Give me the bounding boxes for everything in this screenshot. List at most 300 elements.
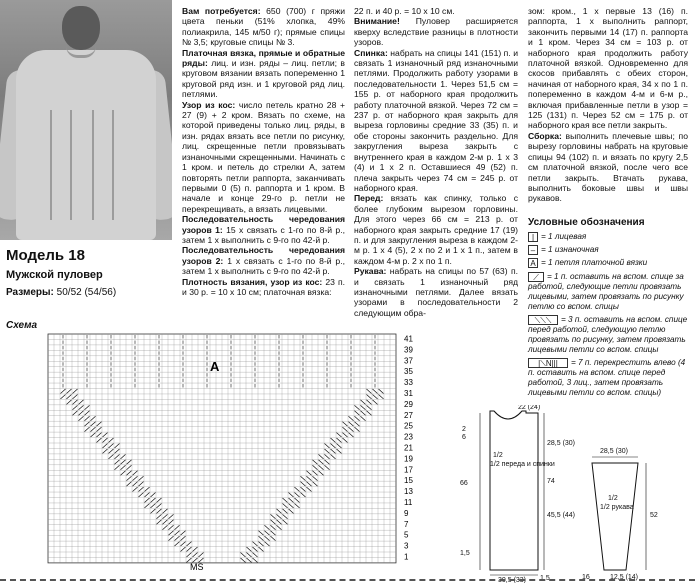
chart-stitch-mark [175, 536, 180, 540]
chart-stitch-mark [367, 400, 372, 404]
chart-stitch-mark [247, 553, 252, 557]
chart-stitch-mark [277, 509, 282, 513]
chart-stitch-mark [349, 433, 354, 437]
chart-stitch-mark [145, 493, 150, 497]
legend-symbol: A [528, 258, 538, 268]
legend-text: = 1 изнаночная [541, 245, 599, 255]
chart-stitch-mark [121, 471, 126, 475]
instruction-text: Пуловер расширяется кверху вследствие разницы в плотности узоров. [354, 16, 518, 48]
photo-sweater [16, 50, 156, 240]
instruction-paragraph [182, 6, 345, 48]
chart-stitch-mark [331, 454, 336, 458]
chart-stitch-mark [379, 389, 384, 393]
chart-stitch-mark [349, 422, 354, 426]
instruction-heading: Узор из кос: [182, 99, 236, 110]
chart-stitch-mark [79, 405, 84, 409]
photo-cable [112, 110, 114, 220]
instruction-heading: Платочная вязка, прямые и обратные ряды: [182, 47, 345, 69]
chart-stitch-mark [193, 547, 198, 551]
chart-stitch-mark [115, 454, 120, 458]
chart-stitch-mark [313, 482, 318, 486]
chart-row-number: 21 [404, 443, 413, 453]
model-photo [0, 0, 172, 240]
instruction-text: 23 п. и 30 р. = 10 х 10 см; платочная вязка: [182, 276, 345, 297]
instruction-paragraph [528, 131, 688, 204]
chart-stitch-mark [169, 536, 174, 540]
chart-stitch-mark [157, 514, 162, 518]
chart-stitch-mark [193, 553, 198, 557]
chart-stitch-mark [97, 438, 102, 442]
body-total: 66 [460, 480, 468, 487]
chart-stitch-mark [343, 433, 348, 437]
chart-row-number: 33 [404, 378, 413, 388]
chart-stitch-mark [139, 487, 144, 491]
chart-stitch-mark [79, 411, 84, 415]
chart-stitch-mark [241, 558, 246, 562]
chart-stitch-mark [283, 514, 288, 518]
chart-stitch-mark [325, 454, 330, 458]
sleeve-label-line1: 1/2 [608, 495, 618, 502]
chart-stitch-mark [97, 427, 102, 431]
chart-row-number: 11 [404, 497, 413, 507]
chart-row-number: 5 [404, 530, 409, 540]
chart-stitch-mark [133, 476, 138, 480]
chart-stitch-mark [355, 416, 360, 420]
chart-row-number: 13 [404, 487, 413, 497]
chart-stitch-mark [319, 471, 324, 475]
chart-stitch-mark [319, 465, 324, 469]
chart-stitch-mark [73, 389, 78, 393]
chart-stitch-mark [169, 525, 174, 529]
chart-stitch-mark [115, 444, 120, 448]
chart-stitch-mark [133, 482, 138, 486]
legend-symbol: – [528, 245, 538, 255]
chart-stitch-mark [343, 427, 348, 431]
chart-stitch-mark [163, 525, 168, 529]
instruction-text: 650 (700) г пряжи цвета пеньки (51% хлопка, 49% полиакрила, 145 м/50 г); прямые спицы № 3,5; круговые спицы № 3. [182, 6, 345, 48]
chart-row-number: 25 [404, 421, 413, 431]
sleeve-bottom: 12,5 (14) [610, 574, 639, 581]
chart-stitch-mark [115, 460, 120, 464]
chart-stitch-mark [259, 542, 264, 546]
chart-stitch-mark [157, 503, 162, 507]
body-h-bot: 45,5 (44) [547, 512, 576, 519]
chart-stitch-mark [277, 525, 282, 529]
chart-stitch-mark [247, 558, 252, 562]
chart-stitch-mark [325, 449, 330, 453]
model-subtitle: Мужской пуловер [6, 269, 103, 281]
chart-stitch-mark [289, 493, 294, 497]
legend-item [528, 358, 690, 398]
legend-text: = 1 петля платочной вязки [541, 258, 648, 268]
chart-row-number: 31 [404, 388, 413, 398]
chart-stitch-mark [181, 536, 186, 540]
chart-stitch-mark [283, 509, 288, 513]
model-title: Модель 18 [6, 247, 85, 264]
chart-stitch-mark [121, 454, 126, 458]
chart-stitch-mark [163, 514, 168, 518]
chart-stitch-mark [259, 547, 264, 551]
chart-stitch-mark [331, 438, 336, 442]
chart-stitch-mark [361, 416, 366, 420]
chart-stitch-mark [325, 444, 330, 448]
body-hem: 1,5 [540, 575, 550, 582]
chart-stitch-mark [295, 493, 300, 497]
chart-stitch-mark [115, 449, 120, 453]
chart-row-number: 9 [404, 508, 409, 518]
chart-stitch-mark [127, 482, 132, 486]
model-sizes [6, 287, 116, 298]
garment-schematic [460, 405, 695, 583]
chart-stitch-mark [163, 520, 168, 524]
instruction-paragraph [528, 6, 688, 131]
chart-stitch-mark [295, 498, 300, 502]
instruction-text: зом: кром., 1 х первые 13 (16) п. раппорта, 1 х выполнить раппорт, закончить первыми 14 (17) п. раппорта и 1 кром. Через 34 см = 103 р. от наборного края продолжить работу платочной вязкой. Одновременно для скосов прибавлять с обеих сторон, начиная от наборного края, 34 х по 1 п. попеременно в каждом 4-м и 6-м р., включая прибавленные петли в узор = 125 (131) п. Через 52 см = 175 р. от наборного края все петли закрыть. [528, 6, 688, 131]
chart-stitch-mark [163, 509, 168, 513]
chart-stitch-mark [121, 460, 126, 464]
chart-stitch-mark [79, 416, 84, 420]
chart-row-number: 1 [404, 552, 409, 562]
chart-stitch-mark [301, 487, 306, 491]
legend-symbol: ⟋ [528, 272, 544, 282]
instruction-heading: Плотность вязания, узор из кос: [182, 276, 323, 287]
chart-stitch-mark [361, 400, 366, 404]
instruction-paragraph [182, 277, 345, 298]
body-label: 1/2 переда и спинки [490, 461, 555, 468]
chart-stitch-mark [103, 438, 108, 442]
chart-stitch-mark [247, 547, 252, 551]
chart-stitch-mark [349, 427, 354, 431]
chart-stitch-mark [85, 422, 90, 426]
chart-stitch-mark [151, 498, 156, 502]
instructions-column-3 [528, 6, 688, 204]
sleeve-left: 16 [582, 574, 590, 581]
chart-stitch-mark [121, 465, 126, 469]
instruction-heading: Вам потребуется: [182, 6, 261, 16]
instruction-paragraph [182, 100, 345, 214]
legend [528, 218, 690, 401]
legend-symbol: | [528, 232, 538, 242]
chart-stitch-mark [373, 389, 378, 393]
chart-stitch-mark [271, 520, 276, 524]
legend-title: Условные обозначения [528, 217, 645, 228]
chart-row-number: 41 [404, 334, 413, 344]
photo-cable [92, 110, 94, 220]
body-hem2: 1,5 [460, 550, 470, 557]
chart-stitch-mark [301, 482, 306, 486]
chart-stitch-mark [319, 454, 324, 458]
chart-stitch-mark [127, 471, 132, 475]
chart-row-number: 7 [404, 519, 409, 529]
chart-stitch-mark [253, 558, 258, 562]
legend-text: = 1 п. оставить на вспом. спице за работой, следующие петли провязать лицевыми, затем провязать по рисунку петлю со вспом. спицы [528, 271, 684, 311]
body-neck-d1: 2 [462, 426, 466, 433]
chart-stitch-mark [67, 389, 72, 393]
chart-stitch-mark [355, 405, 360, 409]
chart-stitch-mark [151, 503, 156, 507]
chart-stitch-mark [343, 422, 348, 426]
chart-stitch-mark [139, 493, 144, 497]
legend-text: = 1 лицевая [541, 232, 587, 242]
chart-stitch-mark [175, 542, 180, 546]
chart-row-number: 29 [404, 399, 413, 409]
chart-letter-a: A [210, 359, 220, 374]
chart-stitch-mark [169, 531, 174, 535]
instruction-text: 22 п. и 40 р. = 10 х 10 см. [354, 6, 455, 16]
chart-stitch-mark [181, 547, 186, 551]
photo-cable [70, 110, 72, 220]
chart-stitch-mark [313, 460, 318, 464]
chart-stitch-mark [241, 553, 246, 557]
instruction-text: набрать на спицы по 57 (63) п. и связать 1 изнаночный ряд изнаночными петлями. Далее вязать узорами в последовательности 2 следующим обра- [354, 266, 518, 318]
chart-stitch-mark [97, 433, 102, 437]
sizes-label: Размеры: [6, 287, 54, 298]
chart-stitch-mark [73, 394, 78, 398]
chart-stitch-mark [337, 449, 342, 453]
chart-row-number: 23 [404, 432, 413, 442]
instruction-text: лиц. и изн. ряды – лиц. петли; в круговом вязании вязать попеременно 1 круговой ряд изн. и 1 круговой ряд лиц. петлями. [182, 58, 345, 100]
chart-stitch-mark [307, 482, 312, 486]
chart-stitch-mark [313, 476, 318, 480]
chart-stitch-mark [301, 493, 306, 497]
chart-stitch-mark [259, 536, 264, 540]
chart-stitch-mark [85, 411, 90, 415]
chart-stitch-mark [145, 503, 150, 507]
chart-stitch-mark [313, 465, 318, 469]
body-h-top: 28,5 (30) [547, 440, 576, 447]
chart-stitch-mark [151, 509, 156, 513]
chart-stitch-mark [85, 427, 90, 431]
chart-stitch-mark [67, 400, 72, 404]
legend-symbol: ⟍⟍⟍ [528, 315, 558, 325]
instruction-heading: Последовательность чередования узоров 1: [182, 214, 345, 235]
chart-row-number: 3 [404, 541, 409, 551]
chart-stitch-mark [115, 465, 120, 469]
chart-stitch-mark [367, 411, 372, 415]
body-total2: 74 [547, 478, 555, 485]
chart-stitch-mark [277, 520, 282, 524]
instruction-paragraph [182, 245, 345, 276]
chart-stitch-mark [169, 514, 174, 518]
chart-stitch-mark [331, 449, 336, 453]
chart-stitch-mark [337, 444, 342, 448]
chart-stitch-mark [271, 536, 276, 540]
chart-stitch-mark [109, 444, 114, 448]
chart-stitch-mark [73, 400, 78, 404]
chart-stitch-mark [283, 520, 288, 524]
chart-row-number: 15 [404, 476, 413, 486]
chart-stitch-mark [139, 476, 144, 480]
chart-stitch-mark [283, 498, 288, 502]
chart-stitch-mark [103, 433, 108, 437]
chart-ms-label: MS [190, 562, 204, 572]
chart-stitch-mark [253, 547, 258, 551]
instruction-text: выполнить плечевые швы; по вырезу горловины набрать на круговые спицы 94 (102) п. и вязать по кругу 2,5 см платочной вязкой, после чего все петли закрыть. Втачать рукава, выполнить боковые швы и швы рукавов. [528, 130, 688, 204]
legend-text: = 7 п. перекрестить влево (4 п. оставить на вспом. спице перед работой, 3 лиц., затем провязать лицевыми петли со вспом. спицы) [528, 358, 686, 398]
instruction-paragraph [182, 214, 345, 245]
instruction-paragraph [182, 48, 345, 100]
body-neck-d2: 6 [462, 434, 466, 441]
chart-stitch-mark [85, 416, 90, 420]
chart-stitch-mark [367, 394, 372, 398]
chart-stitch-mark [103, 444, 108, 448]
chart-stitch-mark [361, 411, 366, 415]
chart-stitch-mark [289, 503, 294, 507]
chart-row-number: 39 [404, 345, 413, 355]
chart-stitch-mark [307, 487, 312, 491]
instructions-column-2 [354, 6, 518, 318]
chart-stitch-mark [367, 405, 372, 409]
sleeve-label: 1/2 рукава [600, 504, 634, 511]
knitting-chart [10, 326, 422, 576]
chart-stitch-mark [157, 520, 162, 524]
chart-stitch-mark [85, 405, 90, 409]
sleeve-outline [592, 463, 638, 570]
chart-stitch-mark [181, 531, 186, 535]
chart-stitch-mark [307, 476, 312, 480]
chart-stitch-mark [91, 433, 96, 437]
sleeve-height: 52 [650, 512, 658, 519]
legend-item [528, 315, 690, 355]
sleeve-top: 28,5 (30) [600, 448, 629, 455]
instruction-paragraph [354, 48, 518, 194]
chart-stitch-mark [91, 416, 96, 420]
chart-stitch-mark [127, 460, 132, 464]
chart-stitch-mark [127, 476, 132, 480]
chart-stitch-mark [271, 525, 276, 529]
instruction-paragraph [354, 266, 518, 318]
chart-stitch-mark [265, 531, 270, 535]
chart-stitch-mark [187, 547, 192, 551]
chart-stitch-mark [325, 465, 330, 469]
chart-stitch-mark [337, 438, 342, 442]
chart-stitch-mark [157, 498, 162, 502]
chart-row-number: 35 [404, 367, 413, 377]
chart-stitch-mark [373, 394, 378, 398]
chart-grid [48, 334, 396, 563]
chart-stitch-mark [109, 438, 114, 442]
chart-stitch-mark [313, 471, 318, 475]
chart-stitch-mark [109, 449, 114, 453]
chart-stitch-mark [283, 503, 288, 507]
legend-item [528, 245, 690, 255]
chart-stitch-mark [265, 542, 270, 546]
chart-stitch-mark [325, 460, 330, 464]
legend-items [528, 232, 690, 398]
chart-stitch-mark [331, 444, 336, 448]
chart-stitch-mark [169, 520, 174, 524]
chart-stitch-mark [175, 525, 180, 529]
chart-stitch-mark [175, 531, 180, 535]
chart-stitch-mark [157, 509, 162, 513]
chart-stitch-mark [61, 389, 66, 393]
chart-stitch-mark [253, 542, 258, 546]
chart-stitch-mark [73, 405, 78, 409]
chart-stitch-mark [355, 411, 360, 415]
chart-stitch-mark [337, 433, 342, 437]
sizes-value: 50/52 (54/56) [56, 287, 117, 298]
body-outline [490, 411, 538, 570]
chart-stitch-mark [181, 542, 186, 546]
legend-text: = 3 п. оставить на вспом. спице перед работой, следующую петлю провязать по рисунку, затем провязать лицевыми петли со вспом. спицы [528, 314, 688, 354]
instruction-heading: Сборка: [528, 130, 562, 141]
chart-stitch-mark [265, 525, 270, 529]
photo-cable [50, 110, 52, 220]
chart-stitch-mark [349, 416, 354, 420]
body-neck-w: 22 (24) [518, 405, 541, 411]
chart-stitch-mark [133, 471, 138, 475]
legend-item [528, 258, 690, 268]
chart-row-number: 27 [404, 410, 413, 420]
chart-stitch-mark [67, 394, 72, 398]
chart-row-number: 37 [404, 356, 413, 366]
chart-stitch-mark [145, 487, 150, 491]
chart-stitch-mark [139, 482, 144, 486]
instruction-paragraph [354, 16, 518, 47]
chart-stitch-mark [271, 514, 276, 518]
chart-stitch-mark [97, 422, 102, 426]
instruction-heading: Рукава: [354, 266, 387, 277]
chart-stitch-mark [127, 465, 132, 469]
chart-stitch-mark [319, 460, 324, 464]
instruction-heading: Последовательность чередования узоров 2: [182, 245, 345, 266]
chart-stitch-mark [79, 400, 84, 404]
instruction-text: число петель кратно 28 + 27 (9) + 2 кром. Вязать по схеме, на которой приведены только лиц. ряды, в изн. рядах вязать все петли по рисунку, лиц. скрещенные петли провязывать изнаночными скрещенными. Начинать с 1 кром. и петель до стрелки А, затем повторять петли раппорта, заканчивать первыми 0 (5) п. раппорта и 1 кром. В начале и конце 29-го р. петли не перекрещивать, а вязать лицевыми. [182, 99, 345, 214]
chart-stitch-mark [379, 394, 384, 398]
chart-stitch-mark [289, 498, 294, 502]
body-label-line1: 1/2 [493, 452, 503, 459]
chart-stitch-mark [301, 476, 306, 480]
instruction-heading: Спинка: [354, 47, 388, 58]
instructions-column-1 [182, 6, 345, 297]
chart-stitch-mark [307, 471, 312, 475]
instruction-text: вязать как спинку, только с более глубоким вырезом горловины. Для этого через 66 см = 213 р. от наборного края закрыть средние 17 (19) п. и для закругления выреза в каждом 2-м р. 1 х 4 (5), 2 х по 2 и 1 х 1 п., затем в каждом 4-м р. 2 х по 1 п. [354, 193, 518, 266]
chart-stitch-mark [271, 531, 276, 535]
chart-stitch-mark [103, 449, 108, 453]
chart-stitch-mark [367, 389, 372, 393]
page-bottom-rule [0, 579, 695, 583]
chart-stitch-mark [355, 427, 360, 431]
instruction-text: набрать на спицы 141 (151) п. и связать 1 изнаночный ряд изнаночными петлями. Продолжить работу узорами в последовательности 1. Через 51,5 см = 155 р. от наборного края продолжить работу платочной вязкой. Через 72 см = 237 р. от наборного края закрыть для выреза горловины средние 33 (35) п. и обе стороны закончить раздельно. Для закругления выреза закрыть с внутреннего края в каждом 2-м р. 1 х 3 (4) и 1 х 2 п. Оставшиеся 49 (52) п. плеча закрыть через 74 см = 245 р. от наборного края. [354, 47, 518, 193]
chart-stitch-mark [145, 498, 150, 502]
chart-stitch-mark [361, 405, 366, 409]
legend-symbol: |⟍N||| [528, 358, 568, 368]
chart-row-numbers [404, 334, 413, 561]
scheme-label: Схема [6, 320, 38, 331]
chart-stitch-mark [295, 503, 300, 507]
chart-stitch-mark [91, 427, 96, 431]
chart-stitch-mark [133, 487, 138, 491]
chart-row-number: 17 [404, 465, 413, 475]
chart-stitch-mark [187, 553, 192, 557]
chart-stitch-mark [109, 454, 114, 458]
legend-item [528, 272, 690, 312]
chart-stitch-mark [61, 394, 66, 398]
instruction-paragraph [354, 193, 518, 266]
chart-stitch-mark [343, 438, 348, 442]
instruction-text: 1 х связать с 1-го по 8-й р., затем 1 х выполнить с 9-го по 42-й р. [182, 255, 345, 277]
photo-head [62, 6, 100, 50]
chart-stitch-mark [265, 536, 270, 540]
chart-stitch-mark [355, 422, 360, 426]
chart-stitch-mark [199, 553, 204, 557]
chart-stitch-mark [373, 400, 378, 404]
instruction-heading: Перед: [354, 193, 384, 204]
chart-stitch-mark [187, 542, 192, 546]
chart-stitch-mark [151, 493, 156, 497]
instruction-paragraph [354, 6, 518, 16]
instruction-heading: Внимание! [354, 16, 400, 27]
